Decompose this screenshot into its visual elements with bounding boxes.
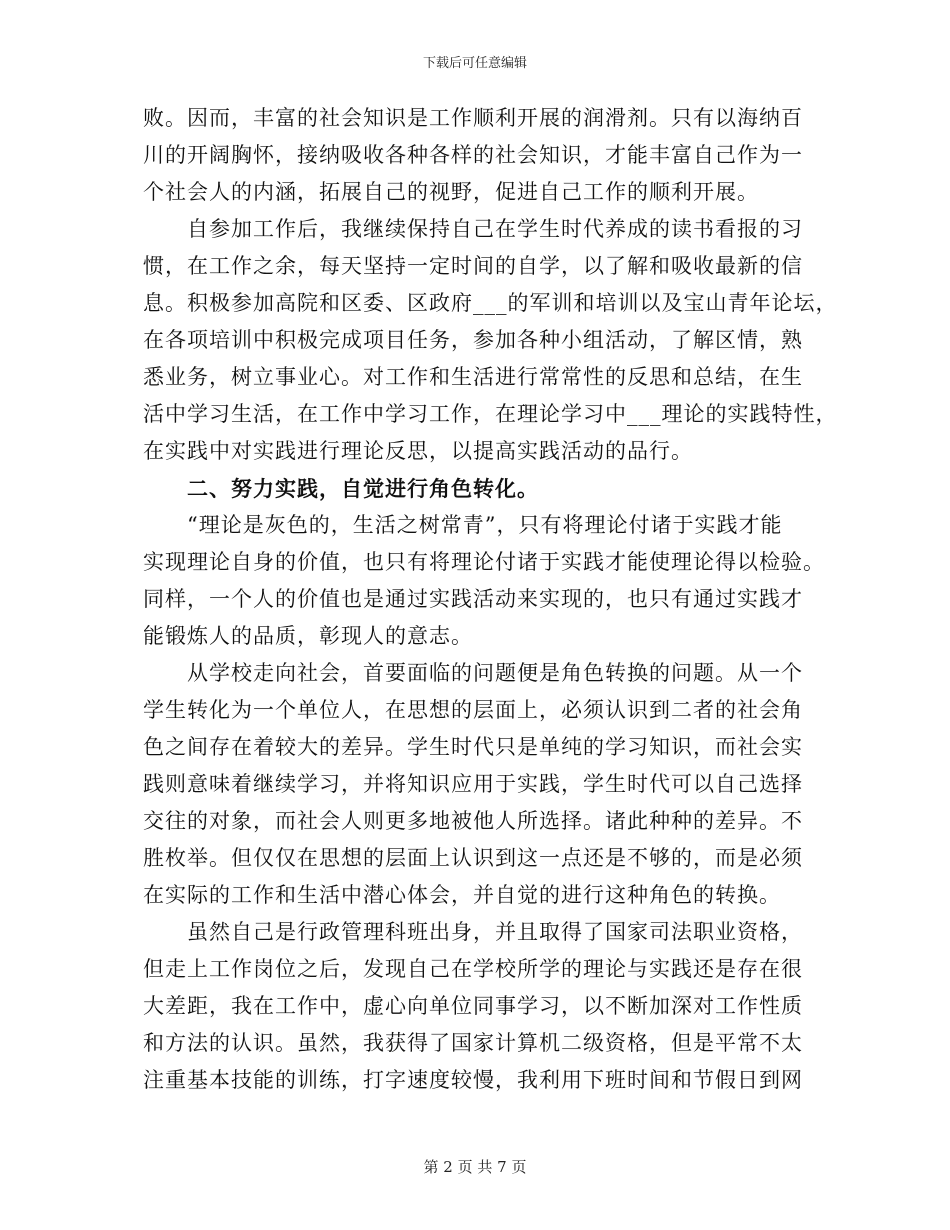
body-line: 和方法的认识。虽然，我获得了国家计算机二级资格，但是平常不太 bbox=[143, 1031, 803, 1055]
page-header: 下载后可任意编辑 bbox=[422, 56, 527, 71]
paragraph-first-line: “理论是灰色的，生活之树常青”，只有将理论付诸于实践才能 bbox=[187, 513, 783, 537]
body-line: 实现理论自身的价值，也只有将理论付诸于实践才能使理论得以检验。 bbox=[143, 550, 825, 574]
body-line: 在各项培训中积极完成项目任务，参加各种小组活动，了解区情，熟 bbox=[143, 328, 803, 352]
body-line: 在实践中对实践进行理论反思，以提高实践活动的品行。 bbox=[143, 439, 693, 463]
body-line: 悉业务，树立事业心。对工作和生活进行常常性的反思和总结，在生 bbox=[143, 365, 803, 389]
page-footer: 第 2 页 共 7 页 bbox=[423, 1158, 527, 1176]
body-line: 能锻炼人的品质，彰现人的意志。 bbox=[143, 624, 473, 648]
body-line: 在实际的工作和生活中潜心体会，并自觉的进行这种角色的转换。 bbox=[143, 883, 781, 907]
paragraph-first-line: 自参加工作后，我继续保持自己在学生时代养成的读书看报的习 bbox=[187, 217, 803, 241]
body-line: 学生转化为一个单位人，在思想的层面上，必须认识到二者的社会角 bbox=[143, 698, 803, 722]
body-line: 大差距，我在工作中，虚心向单位同事学习，以不断加深对工作性质 bbox=[143, 994, 803, 1018]
body-line: 胜枚举。但仅仅在思想的层面上认识到这一点还是不够的，而是必须 bbox=[143, 846, 803, 870]
body-line: 惯，在工作之余，每天坚持一定时间的自学，以了解和吸收最新的信 bbox=[143, 254, 803, 278]
body-line: 息。积极参加高院和区委、区政府___的军训和培训以及宝山青年论坛， bbox=[143, 291, 838, 315]
document-body bbox=[143, 100, 838, 1099]
section-heading: 二、努力实践，自觉进行角色转化。 bbox=[187, 476, 539, 501]
body-line: 同样，一个人的价值也是通过实践活动来实现的，也只有通过实践才 bbox=[143, 587, 803, 611]
body-line: 个社会人的内涵，拓展自己的视野，促进自己工作的顺利开展。 bbox=[143, 180, 759, 204]
body-line: 践则意味着继续学习，并将知识应用于实践，学生时代可以自己选择 bbox=[143, 772, 803, 796]
body-line: 色之间存在着较大的差异。学生时代只是单纯的学习知识，而社会实 bbox=[143, 735, 803, 759]
body-line: 败。因而，丰富的社会知识是工作顺利开展的润滑剂。只有以海纳百 bbox=[143, 106, 803, 130]
paragraph-first-line: 从学校走向社会，首要面临的问题便是角色转换的问题。从一个 bbox=[187, 661, 803, 685]
body-line: 活中学习生活，在工作中学习工作，在理论学习中___理论的实践特性， bbox=[143, 402, 838, 426]
body-line: 注重基本技能的训练，打字速度较慢，我利用下班时间和节假日到网 bbox=[143, 1068, 803, 1092]
body-line: 但走上工作岗位之后，发现自己在学校所学的理论与实践还是存在很 bbox=[143, 957, 803, 981]
paragraph-first-line: 虽然自己是行政管理科班出身，并且取得了国家司法职业资格， bbox=[187, 920, 803, 944]
body-line: 交往的对象，而社会人则更多地被他人所选择。诸此种种的差异。不 bbox=[143, 809, 803, 833]
body-line: 川的开阔胸怀，接纳吸收各种各样的社会知识，才能丰富自己作为一 bbox=[143, 143, 803, 167]
